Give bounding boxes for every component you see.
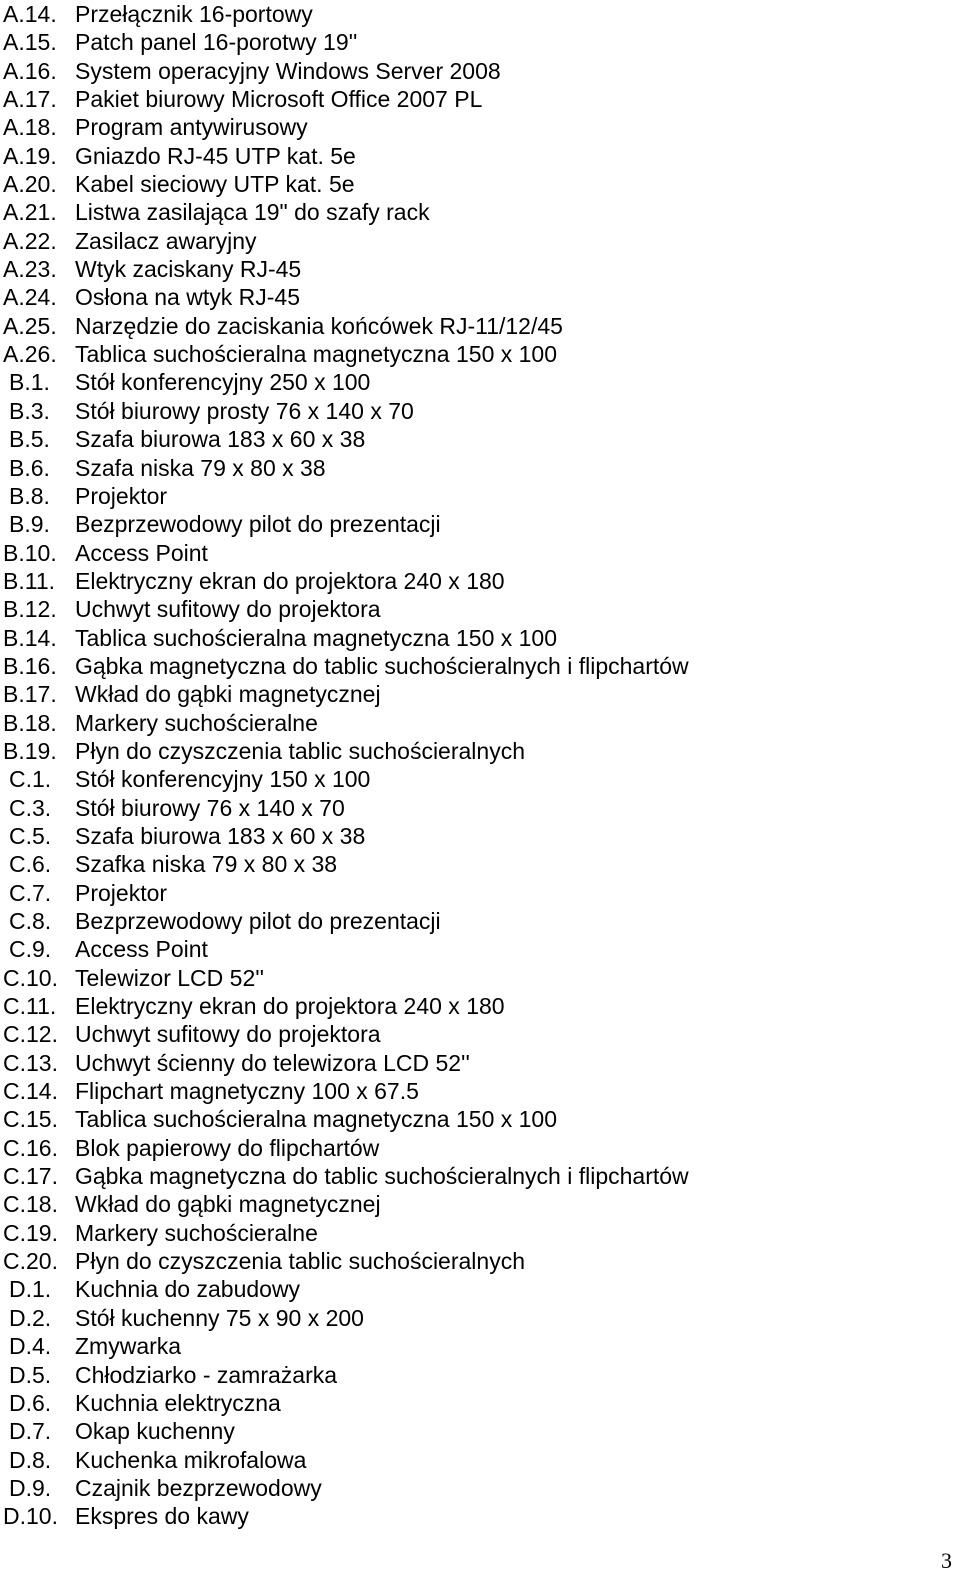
item-code: B.10. <box>3 539 57 566</box>
item-code: D.6. <box>9 1389 52 1416</box>
item-label: Wkład do gąbki magnetycznej <box>75 681 381 708</box>
item-label: Markery suchościeralne <box>75 1219 318 1246</box>
item-code: C.3. <box>9 794 52 821</box>
list-item <box>3 1219 943 1247</box>
list-item <box>3 283 943 311</box>
item-label: Kabel sieciowy UTP kat. 5e <box>75 171 355 198</box>
item-code: C.1. <box>9 766 52 793</box>
list-item <box>3 822 943 850</box>
item-label: Bezprzewodowy pilot do prezentacji <box>75 511 441 538</box>
item-label: Szafa niska 79 x 80 x 38 <box>75 454 326 481</box>
item-label: Blok papierowy do flipchartów <box>75 1134 380 1161</box>
item-code: D.8. <box>9 1446 52 1473</box>
item-label: Stół konferencyjny 250 x 100 <box>75 369 371 396</box>
item-code: B.9. <box>9 511 50 538</box>
list-item <box>3 425 943 453</box>
item-code: B.19. <box>3 737 57 764</box>
list-item <box>3 312 943 340</box>
item-label: Stół biurowy prosty 76 x 140 x 70 <box>75 397 414 424</box>
item-label: Stół konferencyjny 150 x 100 <box>75 766 371 793</box>
item-code: A.17. <box>3 86 57 113</box>
list-item <box>3 1361 943 1389</box>
item-code: C.6. <box>9 851 52 878</box>
item-code: C.9. <box>9 936 52 963</box>
list-item <box>3 1247 943 1275</box>
list-item <box>3 1077 943 1105</box>
item-label: Uchwyt ścienny do telewizora LCD 52'' <box>75 1049 470 1076</box>
item-label: Bezprzewodowy pilot do prezentacji <box>75 908 441 934</box>
item-label: Narzędzie do zaciskania końcówek RJ-11/12/45 <box>75 312 563 339</box>
item-label: Zasilacz awaryjny <box>75 227 257 254</box>
item-label: Stół kuchenny 75 x 90 x 200 <box>75 1304 364 1331</box>
item-label: Telewizor LCD 52'' <box>75 964 265 991</box>
list-item <box>3 1332 943 1360</box>
item-label: Uchwyt sufitowy do projektora <box>75 1021 381 1048</box>
item-code: A.15. <box>3 29 57 56</box>
list-item <box>3 0 943 28</box>
list-item <box>3 907 943 935</box>
item-code: C.10. <box>3 964 58 991</box>
item-label: Płyn do czyszczenia tablic suchościeralnych <box>75 1248 525 1275</box>
item-label: System operacyjny Windows Server 2008 <box>75 57 501 84</box>
item-label: Flipchart magnetyczny 100 x 67.5 <box>75 1078 419 1105</box>
equipment-list <box>3 0 943 1531</box>
item-code: C.17. <box>3 1163 58 1190</box>
item-code: C.8. <box>9 908 52 934</box>
list-item <box>3 1105 943 1133</box>
list-item <box>3 964 943 992</box>
item-code: C.15. <box>3 1106 58 1133</box>
list-item <box>3 510 943 538</box>
item-label: Chłodziarko - zamrażarka <box>75 1361 338 1388</box>
item-code: C.20. <box>3 1248 58 1275</box>
item-label: Access Point <box>75 539 208 566</box>
item-label: Szafa biurowa 183 x 60 x 38 <box>75 426 366 453</box>
item-label: Access Point <box>75 936 208 963</box>
item-code: C.19. <box>3 1219 58 1246</box>
item-label: Wkład do gąbki magnetycznej <box>75 1191 381 1218</box>
item-code: B.11. <box>3 567 55 594</box>
list-item <box>3 482 943 510</box>
item-code: D.4. <box>9 1333 52 1360</box>
item-label: Zmywarka <box>75 1333 182 1360</box>
item-code: C.5. <box>9 822 52 849</box>
list-item <box>3 255 943 283</box>
item-label: Pakiet biurowy Microsoft Office 2007 PL <box>75 86 483 113</box>
list-item <box>3 567 943 595</box>
item-code: A.19. <box>3 142 57 169</box>
item-code: A.16. <box>3 57 57 84</box>
item-label: Projektor <box>75 879 168 906</box>
item-label: Listwa zasilająca 19" do szafy rack <box>75 199 430 226</box>
list-item <box>3 652 943 680</box>
item-label: Osłona na wtyk RJ-45 <box>75 284 300 311</box>
list-item <box>3 539 943 567</box>
item-code: B.8. <box>9 482 50 509</box>
list-item <box>3 1134 943 1162</box>
list-item <box>3 1417 943 1445</box>
item-code: B.5. <box>9 426 50 453</box>
item-code: A.20. <box>3 171 57 198</box>
list-item <box>3 709 943 737</box>
item-code: A.26. <box>3 341 57 368</box>
item-label: Szafa biurowa 183 x 60 x 38 <box>75 822 366 849</box>
item-code: A.25. <box>3 312 57 339</box>
list-item <box>3 1502 943 1530</box>
list-item <box>3 1162 943 1190</box>
item-label: Elektryczny ekran do projektora 240 x 180 <box>75 993 505 1020</box>
item-label: Gąbka magnetyczna do tablic suchościeralnych i flipchartów <box>75 652 689 679</box>
list-item <box>3 170 943 198</box>
item-label: Kuchnia elektryczna <box>75 1389 281 1416</box>
list-item <box>3 879 943 907</box>
list-item <box>3 454 943 482</box>
item-code: A.21. <box>3 199 57 226</box>
item-code: B.1. <box>9 369 50 396</box>
item-label: Wtyk zaciskany RJ-45 <box>75 256 302 283</box>
list-item <box>3 1474 943 1502</box>
list-item <box>3 28 943 56</box>
item-label: Okap kuchenny <box>75 1418 235 1445</box>
item-label: Elektryczny ekran do projektora 240 x 180 <box>75 567 505 594</box>
item-code: A.24. <box>3 284 57 311</box>
list-item <box>3 935 943 963</box>
item-code: C.7. <box>9 879 52 906</box>
list-item <box>3 765 943 793</box>
item-code: B.18. <box>3 709 57 736</box>
list-item <box>3 624 943 652</box>
list-item <box>3 850 943 878</box>
list-item <box>3 1190 943 1218</box>
item-label: Czajnik bezprzewodowy <box>75 1474 322 1501</box>
item-code: D.7. <box>9 1418 52 1445</box>
item-code: B.12. <box>3 596 57 623</box>
list-item <box>3 227 943 255</box>
item-label: Przełącznik 16-portowy <box>75 1 313 27</box>
list-item <box>3 1049 943 1077</box>
item-label: Stół biurowy 76 x 140 x 70 <box>75 794 345 821</box>
item-label: Szafka niska 79 x 80 x 38 <box>75 851 338 878</box>
item-code: C.16. <box>3 1134 58 1161</box>
list-item <box>3 680 943 708</box>
item-label: Kuchnia do zabudowy <box>75 1276 301 1303</box>
item-label: Kuchenka mikrofalowa <box>75 1446 307 1473</box>
list-item <box>3 57 943 85</box>
list-item <box>3 142 943 170</box>
item-code: D.5. <box>9 1361 52 1388</box>
item-label: Tablica suchościeralna magnetyczna 150 x 100 <box>75 1106 558 1133</box>
list-item <box>3 368 943 396</box>
list-item <box>3 595 943 623</box>
list-item <box>3 794 943 822</box>
list-item <box>3 1304 943 1332</box>
item-code: C.13. <box>3 1049 58 1076</box>
list-item <box>3 340 943 368</box>
item-code: A.14. <box>3 1 57 27</box>
item-code: A.22. <box>3 227 57 254</box>
item-label: Tablica suchościeralna magnetyczna 150 x 100 <box>75 341 558 368</box>
item-code: B.14. <box>3 624 57 651</box>
item-code: D.2. <box>9 1304 52 1331</box>
item-code: B.6. <box>9 454 50 481</box>
item-code: D.1. <box>9 1276 52 1303</box>
item-label: Płyn do czyszczenia tablic suchościeralnych <box>75 737 525 764</box>
item-code: A.23. <box>3 256 57 283</box>
list-item <box>3 198 943 226</box>
item-code: B.3. <box>9 397 50 424</box>
item-code: C.18. <box>3 1191 58 1218</box>
item-label: Uchwyt sufitowy do projektora <box>75 596 381 623</box>
item-code: B.16. <box>3 652 57 679</box>
item-code: C.12. <box>3 1021 58 1048</box>
item-label: Tablica suchościeralna magnetyczna 150 x 100 <box>75 624 558 651</box>
item-code: B.17. <box>3 681 57 708</box>
item-code: C.14. <box>3 1078 58 1105</box>
list-item <box>3 397 943 425</box>
item-label: Projektor <box>75 482 168 509</box>
list-item <box>3 992 943 1020</box>
list-item <box>3 85 943 113</box>
item-label: Markery suchościeralne <box>75 709 318 736</box>
item-code: D.10. <box>3 1503 58 1530</box>
list-item <box>3 113 943 141</box>
item-label: Program antywirusowy <box>75 114 308 141</box>
list-item <box>3 737 943 765</box>
list-item <box>3 1389 943 1417</box>
item-label: Patch panel 16-porotwy 19'' <box>75 29 358 56</box>
list-item <box>3 1446 943 1474</box>
item-label: Ekspres do kawy <box>75 1503 249 1530</box>
item-code: C.11. <box>3 993 57 1020</box>
item-code: D.9. <box>9 1474 52 1501</box>
item-label: Gniazdo RJ-45 UTP kat. 5e <box>75 142 356 169</box>
page-number: 3 <box>941 1548 952 1573</box>
item-label: Gąbka magnetyczna do tablic suchościeralnych i flipchartów <box>75 1163 689 1190</box>
item-code: A.18. <box>3 114 57 141</box>
list-item <box>3 1020 943 1048</box>
list-item <box>3 1275 943 1303</box>
